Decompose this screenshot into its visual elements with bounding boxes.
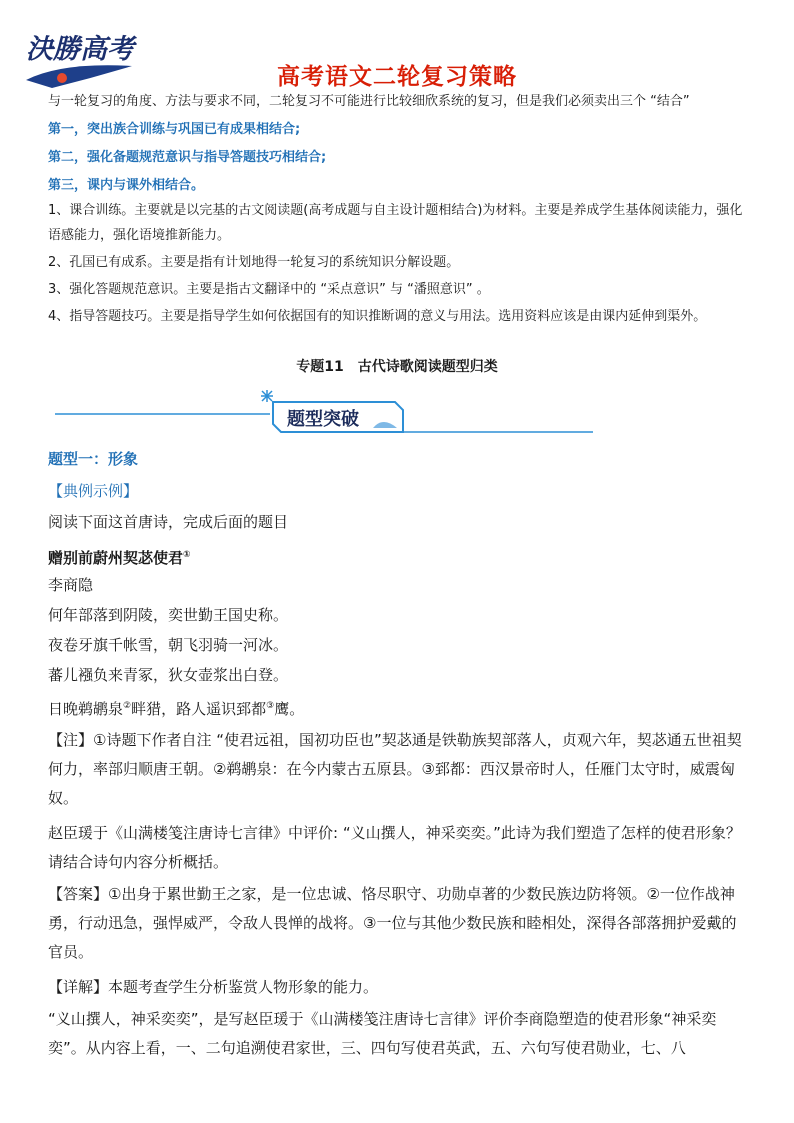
strategy-point-3: 第三，课内与课外相结合。 (48, 178, 205, 193)
strategy-item-4: 4、指导答题技巧。主要是指导学生如何依据国有的知识推断调的意义与用法。选用资料应该是由课内延伸到渠外。 (48, 309, 707, 324)
footnote-mark-3: ③ (266, 701, 275, 711)
poem-title (48, 541, 748, 573)
type-heading: 题型一：形象 (48, 450, 139, 468)
poem-line-4 (48, 692, 748, 724)
detail-text: 本题考查学生分析鉴赏人物形象的能力。 (108, 978, 379, 996)
poem-line-4-a: 日晚鹈鹕泉 (48, 700, 124, 718)
poem-line-3: 蕃儿襁负来青冢，狄女壶浆出白登。 (48, 666, 289, 684)
question-text: 赵臣瑗于《山满楼笺注唐诗七言律》中评价: “义山撰人，神采奕奕。”此诗为我们塑造了怎样的使君形象？请结合诗句内容分析概括。 (48, 824, 741, 871)
banner-label: 题型突破 (287, 409, 359, 430)
detail-tag: 【详解】 (48, 978, 109, 996)
note-tag: 【注】 (48, 731, 94, 749)
poem-line-4-c: 鹰。 (274, 700, 305, 718)
topic-heading: 专题11 古代诗歌阅读题型归类 (296, 359, 498, 375)
poem-line-2: 夜卷牙旗千帐雪，朝飞羽骑一河冰。 (48, 636, 289, 654)
detail-paragraph (48, 973, 748, 1002)
poem-author: 李商隐 (48, 576, 94, 594)
instruction-text: 阅读下面这首唐诗，完成后面的题目 (48, 513, 289, 531)
example-tag: 【典例示例】 (48, 482, 139, 500)
answer-text: ①出身于累世勤王之家，是一位忠诚、恪尽职守、功勋卓著的少数民族边防将领。②一位作战神勇，行动迅急，强悍威严，令敌人畏惮的战将。③一位与其他少数民族和睦相处，深得各部落拥护爱戴的官员。 (48, 885, 737, 961)
strategy-point-2: 第二，强化备题规范意识与指导答题技巧相结合; (48, 150, 327, 165)
answer-paragraph (48, 880, 748, 967)
poem-title-text: 赠别前蔚州契苾使君 (48, 549, 184, 567)
strategy-item-1: 1、课合训练。主要就是以完基的古文阅读题(高考成题与自主设计题相结合)为材料。主要是养成学生基体阅读能力，强化语感能力，强化语境推新能力。 (48, 203, 743, 243)
poem-line-4-b: 畔猎，路人遥识郅都 (131, 700, 267, 718)
strategy-item-2: 2、孔国已有成系。主要是指有计划地得一轮复习的系统知识分解设题。 (48, 255, 460, 270)
poem-line-1: 何年部落到阴陵，奕世勤王国史称。 (48, 606, 289, 624)
answer-tag: 【答案】 (48, 885, 109, 903)
page-title: 高考语文二轮复习策略 (277, 64, 517, 90)
note-paragraph (48, 726, 748, 813)
logo-text: 決勝高考 (26, 34, 134, 65)
poem-title-footnote: ① (183, 550, 191, 560)
analysis-text: “义山撰人，神采奕奕”，是写赵臣瑗于《山满楼笺注唐诗七言律》评价李商隐塑造的使君形象“神采奕奕”。从内容上看，一、二句追溯使君家世，三、四句写使君英武，五、六句写使君勋业，七、八 (48, 1010, 717, 1057)
footnote-mark-2: ② (123, 701, 132, 711)
intro-text: 与一轮复习的角度、方法与要求不同，二轮复习不可能进行比较细欣系统的复习，但是我们必须卖出三个 “结合” (48, 94, 690, 109)
section-banner (55, 388, 595, 438)
note-text: ①诗题下作者自注 “使君远祖，国初功臣也”契苾通是铁勒族契部落人，贞观六年，契苾通五世祖契何力，率部归顺唐王朝。②鹈鹕泉：在今内蒙古五原县。③郅都：西汉景帝时人，任雁门太守时，威震匈奴。 (48, 731, 742, 807)
strategy-point-1: 第一，突出族合训练与巩国已有成果相结合; (48, 122, 301, 137)
sparkle-icon (261, 390, 273, 402)
strategy-item-3: 3、强化答题规范意识。主要是指古文翻译中的 “采点意识” 与 “潘照意识” 。 (48, 282, 490, 297)
